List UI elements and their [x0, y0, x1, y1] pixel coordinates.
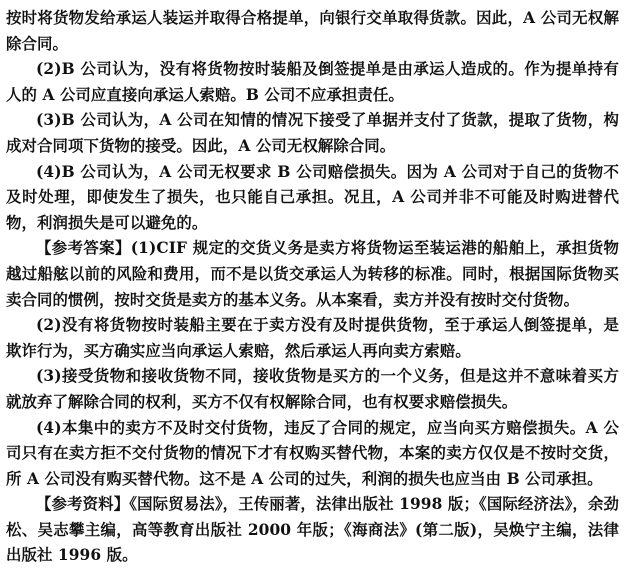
reference-answer-paragraph — [6, 236, 619, 313]
paragraph-text: 按时将货物发给承运人装运并取得合格提单，向银行交单取得货款。因此，A 公司无权解除合同。 — [6, 9, 619, 53]
answer-point-3 — [6, 364, 619, 415]
answer-point-2 — [6, 313, 619, 364]
paragraph-point-3 — [6, 108, 619, 159]
reference-answer-heading: 【参考答案】 — [36, 239, 131, 258]
paragraph-text: 《国际贸易法》，王传丽著，法律出版社 1998 版；《国际经济法》，余劲松、吴志攀主编，高等教育出版社 2000 年版；《海商法》(第二版)，吴焕宁主编，法律出版社 1996 版。 — [6, 495, 619, 565]
paragraph-text: (2)没有将货物按时装船主要在于卖方没有及时提供货物，至于承运人倒签提单，是欺诈行为，买方确实应当向承运人索赔，然后承运人再向卖方索赔。 — [6, 316, 619, 360]
paragraph-text: (2)B 公司认为，没有将货物按时装船及倒签提单是由承运人造成的。作为提单持有人的 A 公司应直接向承运人索赔。B 公司不应承担责任。 — [6, 60, 619, 104]
paragraph-text: (4)B 公司认为，A 公司无权要求 B 公司赔偿损失。因为 A 公司对于自己的货物不及时处理，即使发生了损失，也只能自己承担。况且，A 公司并非不可能及时购进替代物，利润损失是可以避免的。 — [6, 162, 619, 232]
paragraph-text: (3)接受货物和接收货物不同，接收货物是买方的一个义务，但是这并不意味着买方就放弃了解除合同的权利，买方不仅有权解除合同，也有权要求赔偿损失。 — [6, 367, 619, 411]
paragraph-text: (3)B 公司认为，A 公司在知情的情况下接受了单据并支付了货款，提取了货物，构成对合同项下货物的接受。因此，A 公司无权解除合同。 — [6, 111, 619, 155]
paragraph-point-4 — [6, 160, 619, 237]
paragraph-point-2 — [6, 57, 619, 108]
reference-materials-paragraph — [6, 492, 619, 569]
reference-materials-heading: 【参考资料】 — [36, 495, 130, 514]
paragraph-continuation — [6, 6, 619, 57]
document-page — [6, 6, 619, 569]
answer-point-4 — [6, 416, 619, 493]
paragraph-text: (4)本集中的卖方不及时交付货物，违反了合同的规定，应当向买方赔偿损失。A 公司只有在卖方拒不交付货物的情况下才有权购买替代物，本案的卖方仅仅是不按时交货，所 A 公司没有购买替代物。这不是 A 公司的过失，利润的损失也应当由 B 公司承担。 — [6, 418, 619, 488]
paragraph-text: (1)CIF 规定的交货义务是卖方将货物运至装运港的船舶上，承担货物越过船舷以前的风险和费用，而不是以货交承运人为转移的标准。同时，根据国际货物买卖合同的惯例，按时交货是卖方的基本义务。从本案看，卖方并没有按时交付货物。 — [6, 239, 619, 309]
